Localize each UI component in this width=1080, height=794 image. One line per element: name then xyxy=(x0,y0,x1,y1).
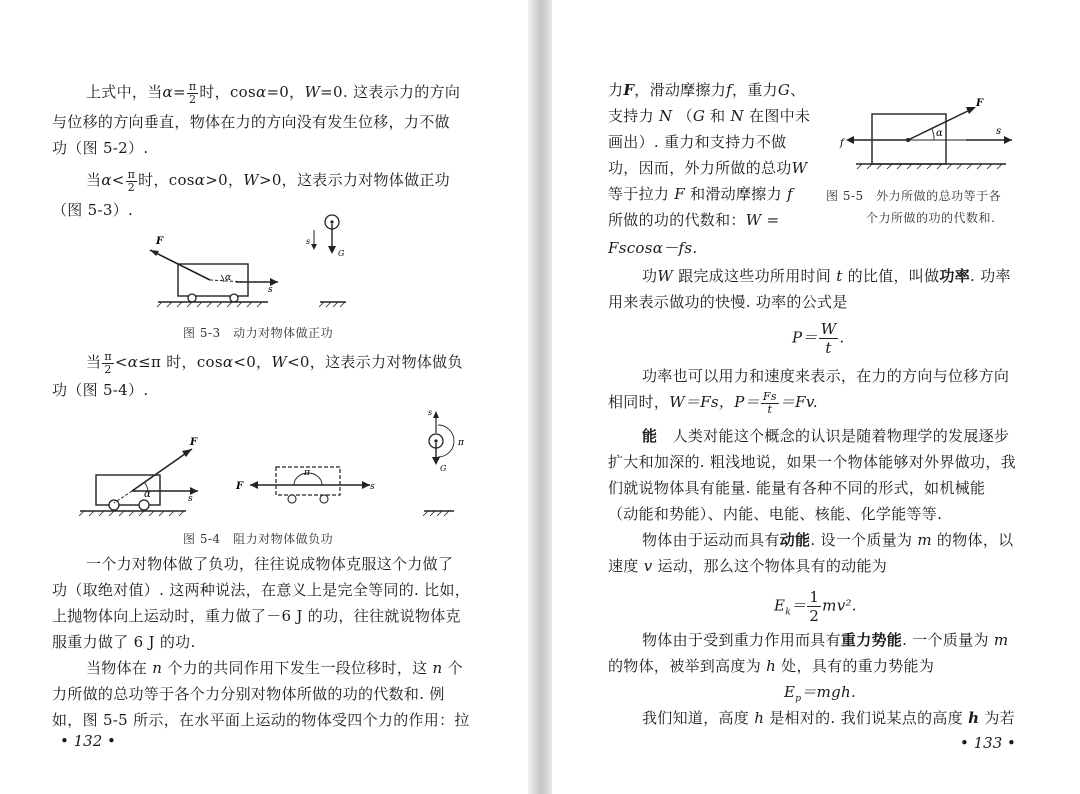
label-F: F xyxy=(236,481,244,492)
label-F: F xyxy=(976,98,984,109)
text-line: 当α< $\frac{\pi}{2}$ 时，cosα>0，W>0，这表示力对物体做正功 xyxy=(86,167,450,194)
text-line: 们就说物体具有能量. 能量有各种不同的形式，如机械能 xyxy=(608,479,986,497)
force-arrow-F xyxy=(150,250,210,280)
text-line: 功（图 5-4）. xyxy=(52,381,149,399)
text-line: （图 5-3）. xyxy=(52,201,134,219)
text-line: 功W 跟完成这些功所用时间 t 的比值，叫做功率. 功率 xyxy=(642,267,1011,285)
text-line: 与位移的方向垂直，物体在力的方向没有发生位移，力不做 xyxy=(52,113,450,131)
wheel xyxy=(320,495,328,503)
arrowhead xyxy=(966,107,976,114)
label-s: s xyxy=(996,126,1002,137)
text-line: 功（图 5-2）. xyxy=(52,139,149,157)
ball-center xyxy=(330,220,333,223)
label-s: s xyxy=(188,494,193,504)
label-alpha: α xyxy=(936,128,943,139)
label-alpha: α xyxy=(144,489,151,500)
fraction: $\frac{\pi}{2}$ xyxy=(104,349,112,376)
page-number: • 133 • xyxy=(960,734,1016,752)
label-s: s xyxy=(268,285,273,295)
figure-caption: 图 5-4 阻力对物体做负功 xyxy=(183,532,334,546)
text-line: 上式中，当α= $\frac{\pi}{2}$ 时，cosα=0，W=0. 这表示力的方向 xyxy=(86,79,461,106)
label-F: F xyxy=(156,236,164,247)
wheel xyxy=(139,500,149,510)
figure-5-4 xyxy=(80,405,470,523)
text-line: 扩大和加深的. 粗浅地说，如果一个物体能够对外界做功，我 xyxy=(608,453,1016,471)
arrowhead xyxy=(362,481,370,489)
text-line: （动能和势能）、内能、电能、核能、化学能等等. xyxy=(608,505,943,523)
wheel xyxy=(188,294,196,302)
text-line: 当 xyxy=(86,353,102,371)
figure-5-5 xyxy=(836,96,1026,176)
wheel xyxy=(288,495,296,503)
label-F: F xyxy=(190,437,198,448)
text-line: 画出）. 重力和支持力不做 xyxy=(608,133,787,151)
label-alpha: α xyxy=(225,273,232,283)
fraction: $\frac{1}{2}$ xyxy=(809,588,820,625)
text-line: 功率也可以用力和速度来表示，在力的方向与位移方向 xyxy=(642,367,1010,385)
text-line: 力所做的总功等于各个力分别对物体所做的功的代数和. 例 xyxy=(52,685,445,703)
formula-kinetic: $E_k=$ $\frac{1}{2}$ mv². xyxy=(774,588,857,625)
text-line: Fscosα－fs. xyxy=(608,239,698,257)
arrowhead xyxy=(846,136,854,144)
fraction: $\frac{Fs}{t}$ xyxy=(762,389,777,416)
page-gutter xyxy=(528,0,552,794)
text-line: 相同时，W＝Fs，P＝ $\frac{Fs}{t}$ ＝Fv. xyxy=(608,389,818,416)
label-G: G xyxy=(440,464,447,473)
text-line: 能 人类对能这个概念的认识是随着物理学的发展逐步 xyxy=(642,427,1010,445)
label-G: G xyxy=(338,249,345,258)
arrowhead xyxy=(150,250,159,256)
text-line: 力F，滑动摩擦力f，重力G、 xyxy=(608,81,806,99)
label-pi: π xyxy=(304,468,310,478)
text-line: 如，图 5-5 所示，在水平面上运动的物体受四个力的作用：拉 xyxy=(52,711,470,729)
page-number: • 132 • xyxy=(60,732,116,750)
text-line: 上抛物体向上运动时，重力做了－6 J 的功，往往就说物体克 xyxy=(52,607,461,625)
arrowhead xyxy=(250,481,258,489)
figure-caption: 个力所做的功的代数和. xyxy=(866,211,996,225)
figure-caption: 图 5-3 动力对物体做正功 xyxy=(183,326,334,340)
left-page xyxy=(0,0,528,794)
text-line: 支持力 N （G 和 N 在图中未 xyxy=(608,107,811,125)
label-s: s xyxy=(370,482,375,492)
text-line: 功，因而，外力所做的总功W xyxy=(608,159,808,177)
arrowhead xyxy=(311,244,317,250)
fraction: $\frac{\pi}{2}$ xyxy=(127,167,136,194)
ball-center xyxy=(434,439,437,442)
text-line: 一个力对物体做了负功，往往说成物体克服这个力做了 xyxy=(86,555,454,573)
force-arrow-F xyxy=(132,449,192,491)
figure-5-3 xyxy=(150,212,360,312)
text-line: $\frac{\pi}{2}$ <α≤π 时，cosα<0，W<0，这表示力对物体做负 xyxy=(104,349,463,376)
angle-arc xyxy=(932,129,934,140)
text-line: 物体由于受到重力作用而具有重力势能. 一个质量为 m xyxy=(642,631,1009,649)
wheel xyxy=(230,294,238,302)
wheel xyxy=(109,500,119,510)
text-line: 用来表示做功的快慢. 功率的公式是 xyxy=(608,293,848,311)
fraction: $\frac{\pi}{2}$ xyxy=(188,79,197,106)
label-s: s xyxy=(306,237,311,246)
label-s: s xyxy=(428,408,433,417)
fraction: $\frac{W}{t}$ xyxy=(820,320,837,357)
formula-potential: $E_p=mgh$. xyxy=(784,683,857,704)
text-line: 等于拉力 F 和滑动摩擦力 f xyxy=(608,185,793,203)
text-line: 服重力做了 6 J 的功. xyxy=(52,633,196,651)
text-line: 物体由于运动而具有动能. 设一个质量为 m 的物体，以 xyxy=(642,531,1014,549)
arrowhead xyxy=(328,246,336,254)
label-f: f xyxy=(840,138,844,149)
angle-arc xyxy=(438,425,454,457)
text-line: 我们知道，高度 h 是相对的. 我们说某点的高度 h 为若 xyxy=(642,709,1015,727)
text-line: 所做的功的代数和：W = xyxy=(608,211,780,229)
arrowhead xyxy=(432,457,440,465)
text-line: 的物体，被举到高度为 h 处，具有的重力势能为 xyxy=(608,657,935,675)
arrowhead xyxy=(1004,136,1012,144)
text-line: 功（取绝对值）. 这两种说法，在意义上是完全等同的. 比如， xyxy=(52,581,471,599)
arrowhead xyxy=(433,411,439,418)
right-page xyxy=(552,0,1080,794)
figure-caption: 图 5-5 外力所做的总功等于各 xyxy=(826,189,1002,203)
formula-power: P＝ $\frac{W}{t}$ . xyxy=(792,320,845,357)
text-line: 速度 v 运动，那么这个物体具有的动能为 xyxy=(608,557,888,575)
label-pi: π xyxy=(458,438,464,448)
text-line: 当物体在 n 个力的共同作用下发生一段位移时，这 n 个 xyxy=(86,659,463,677)
